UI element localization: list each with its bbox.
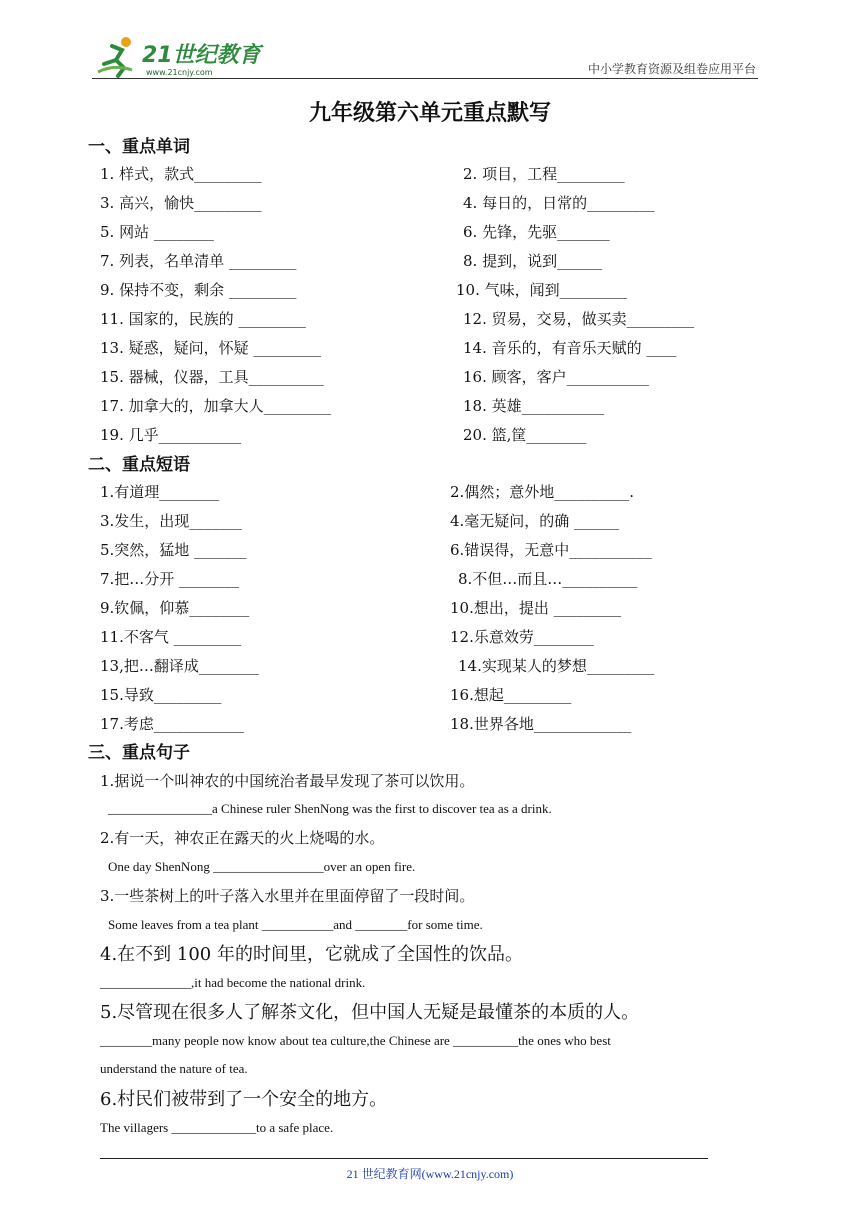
word-item: 4. 每日的，日常的_________ (463, 194, 655, 212)
word-item: 13. 疑惑，疑问，怀疑 _________ (100, 339, 321, 357)
logo-url: www.21cnjy.com (146, 68, 213, 77)
phrase-item: 6.错误得，无意中___________ (450, 541, 652, 559)
phrase-item: 14.实现某人的梦想_________ (458, 657, 655, 675)
phrase-item: 16.想起_________ (450, 686, 572, 704)
sentence-english: Some leaves from a tea plant ___________and ________for some time. (108, 917, 483, 932)
phrase-item: 9.钦佩，仰慕________ (100, 599, 250, 617)
sentence-chinese: 5.尽管现在很多人了解茶文化，但中国人无疑是最懂茶的本质的人。 (100, 1002, 640, 1023)
word-item: 2. 项目，工程_________ (463, 165, 625, 183)
phrase-item: 11.不客气 _________ (100, 628, 242, 646)
section-heading-phrases: 二、重点短语 (88, 455, 190, 475)
word-item: 5. 网站 ________ (100, 223, 214, 241)
phrase-item: 10.想出，提出 _________ (450, 599, 622, 617)
footer-text: 21 世纪教育网(www.21cnjy.com) (346, 1167, 514, 1181)
word-item: 11. 国家的，民族的 _________ (100, 310, 306, 328)
word-item: 12. 贸易，交易，做买卖_________ (463, 310, 695, 328)
phrase-item: 5.突然，猛地 _______ (100, 541, 247, 559)
page-title: 九年级第六单元重点默写 (308, 101, 551, 126)
word-item: 18. 英雄___________ (463, 397, 605, 415)
sentence-chinese: 3.一些茶树上的叶子落入水里并在里面停留了一段时间。 (100, 887, 475, 905)
word-item: 10. 气味，闻到_________ (456, 281, 628, 299)
word-item: 15. 器械，仪器，工具__________ (100, 368, 324, 386)
word-item: 19. 几乎___________ (100, 426, 242, 444)
header-platform-text: 中小学教育资源及组卷应用平台 (587, 62, 756, 76)
section-heading-words: 一、重点单词 (88, 137, 190, 157)
phrase-item: 17.考虑____________ (100, 715, 244, 733)
phrase-item: 18.世界各地_____________ (450, 715, 632, 733)
sentence-english: The villagers _____________to a safe place. (100, 1120, 334, 1135)
sentence-english-cont: understand the nature of tea. (100, 1061, 248, 1076)
phrase-item: 8.不但…而且…__________ (458, 570, 638, 588)
sentence-english: ________________a Chinese ruler ShenNong was the first to discover tea as a drink. (108, 801, 552, 816)
site-logo (92, 34, 267, 80)
word-item: 9. 保持不变，剩余 _________ (100, 281, 297, 299)
word-item: 14. 音乐的，有音乐天赋的 ____ (463, 339, 677, 357)
word-item: 6. 先锋，先驱_______ (463, 223, 610, 241)
word-item: 16. 顾客，客户___________ (463, 368, 650, 386)
phrase-item: 12.乐意效劳________ (450, 628, 594, 646)
phrase-item: 13,把…翻译成________ (100, 657, 259, 675)
sentence-english: ________many people now know about tea culture,the Chinese are __________the ones who best (100, 1033, 611, 1048)
phrase-item: 3.发生，出现_______ (100, 512, 242, 530)
section-heading-sentences: 三、重点句子 (88, 743, 190, 763)
sentence-chinese: 1.据说一个叫神农的中国统治者最早发现了茶可以饮用。 (100, 772, 475, 790)
word-item: 1. 样式，款式_________ (100, 165, 262, 183)
sentence-english: ______________,it had become the national drink. (100, 975, 366, 990)
phrase-item: 7.把…分开 ________ (100, 570, 240, 588)
footer-divider (100, 1158, 708, 1159)
word-item: 17. 加拿大的，加拿大人_________ (100, 397, 332, 415)
word-item: 7. 列表，名单清单 _________ (100, 252, 297, 270)
word-item: 3. 高兴，愉快_________ (100, 194, 262, 212)
phrase-item: 1.有道理________ (100, 483, 220, 501)
logo-text: 21世纪教育 (142, 43, 261, 68)
sentence-chinese: 4.在不到 100 年的时间里，它就成了全国性的饮品。 (100, 944, 523, 965)
runner-logo-icon (92, 34, 267, 80)
sentence-chinese: 6.村民们被带到了一个安全的地方。 (100, 1089, 388, 1110)
sentence-english: One day ShenNong _________________over an open fire. (108, 859, 416, 874)
sentence-chinese: 2.有一天，神农正在露天的火上烧喝的水。 (100, 829, 385, 847)
phrase-item: 2.偶然；意外地__________. (450, 483, 635, 501)
phrase-item: 15.导致_________ (100, 686, 222, 704)
word-item: 20. 篮,筐________ (463, 426, 587, 444)
header-divider (92, 78, 758, 79)
word-item: 8. 提到，说到______ (463, 252, 603, 270)
phrase-item: 4.毫无疑问，的确 ______ (450, 512, 620, 530)
